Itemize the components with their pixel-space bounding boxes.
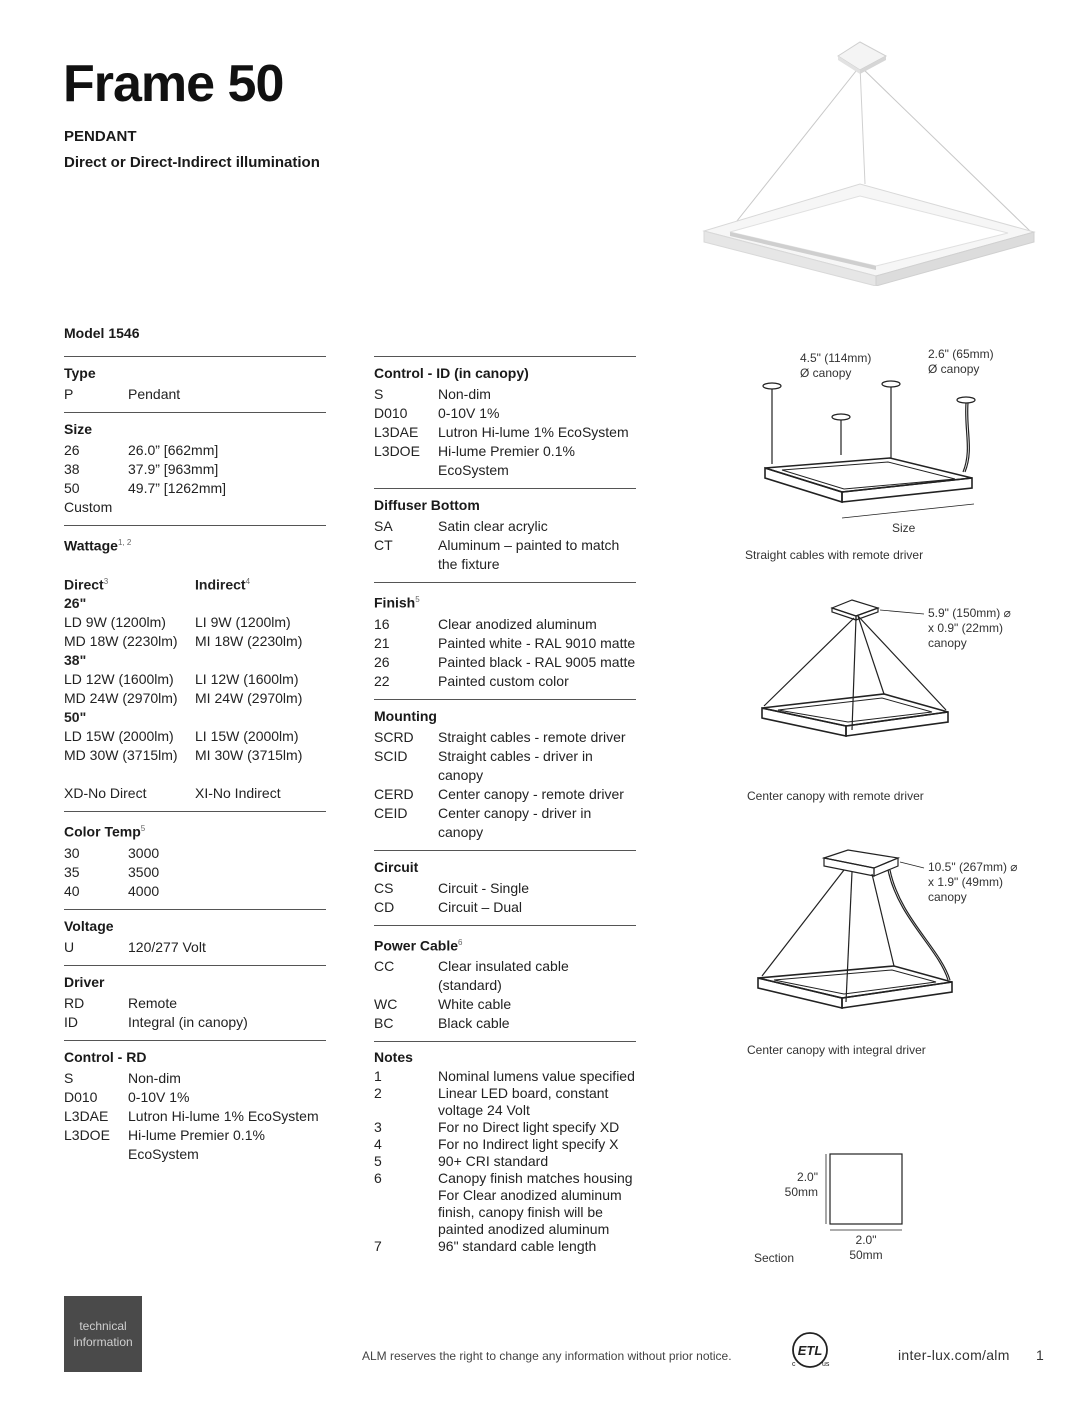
product-image	[690, 36, 1060, 286]
diagram-caption: Center canopy with remote driver	[747, 789, 924, 803]
etl-us-text: us	[822, 1361, 830, 1368]
option-row: P Pendant	[64, 386, 181, 402]
diagram-caption: Straight cables with remote driver	[745, 548, 924, 562]
product-type: PENDANT	[64, 128, 137, 145]
section-title: Type	[64, 365, 96, 381]
spec-column-left	[64, 356, 326, 1172]
spec-section-type	[64, 356, 326, 412]
diagram-straight-cables	[750, 380, 980, 530]
spec-section-power-cable	[374, 925, 636, 1042]
wattage-group-label: 26"	[64, 595, 87, 612]
section-title: Notes	[374, 1049, 413, 1066]
spec-section-control-id	[374, 356, 636, 488]
spec-section-size	[64, 412, 326, 525]
option-row: 21 Painted white - RAL 9010 matte	[374, 634, 636, 651]
spec-section-wattage	[64, 525, 326, 811]
footer-notice: ALM reserves the right to change any information without prior notice.	[362, 1349, 732, 1363]
option-row: D010 0-10V 1%	[64, 1088, 190, 1105]
dim-label: 10.5" (267mm) ⌀ x 1.9" (49mm) canopy	[928, 860, 1018, 904]
technical-information-tab: technical information	[64, 1296, 142, 1372]
wattage-row: LD 12W (1600lm) LI 12W (1600lm)	[64, 671, 299, 688]
option-row: S Non-dim	[64, 1069, 181, 1086]
option-row: RD Remote	[64, 994, 178, 1011]
diagram-center-canopy-integral	[748, 848, 958, 1018]
option-row: CEID Center canopy - driver in canopy	[374, 804, 592, 840]
option-row: WC White cable	[374, 996, 512, 1013]
option-row: 30 3000	[64, 844, 160, 861]
option-row: L3DOE Hi-lume Premier 0.1% EcoSystem	[374, 443, 575, 478]
dim-label: 4.5" (114mm) Ø canopy	[800, 351, 872, 380]
note-row: 6 Canopy finish matches housing For Clear anodized aluminum finish, canopy finish will be painted anodized aluminum	[374, 1170, 633, 1238]
option-row: D010 0-10V 1%	[374, 405, 500, 421]
wattage-row: MD 18W (2230lm) MI 18W (2230lm)	[64, 633, 303, 650]
dim-label: 5.9" (150mm) ⌀ x 0.9" (22mm) canopy	[928, 606, 1011, 650]
option-row: CERD Center canopy - remote driver	[374, 785, 624, 802]
spec-section-finish	[374, 582, 636, 699]
dim-label: 2.6" (65mm) Ø canopy	[928, 347, 994, 376]
option-row: SCRD Straight cables - remote driver	[374, 728, 626, 745]
wattage-row: MD 30W (3715lm) MI 30W (3715lm)	[64, 747, 303, 764]
option-row: BC Black cable	[374, 1015, 510, 1032]
section-label: Section	[754, 1251, 795, 1265]
section-title: Circuit	[374, 858, 419, 875]
option-row: 26 Painted black - RAL 9005 matte	[374, 653, 636, 670]
diagram-center-canopy-remote	[756, 598, 956, 748]
note-row: 5 90+ CRI standard	[374, 1153, 549, 1170]
section-title: Size	[64, 421, 93, 437]
option-row: Custom	[64, 499, 113, 515]
section-title: Voltage	[64, 917, 114, 934]
wattage-row: LD 15W (2000lm) LI 15W (2000lm)	[64, 728, 299, 745]
model-number: Model 1546	[64, 325, 140, 341]
spec-section-notes	[374, 1041, 636, 1263]
diagram-caption: Center canopy with integral driver	[747, 1043, 926, 1057]
section-title: Driver	[64, 973, 105, 990]
wattage-header: Direct$^3$ Indirect$^4$	[64, 576, 251, 593]
wattage-group-label: 50"	[64, 709, 87, 726]
spec-section-mounting	[374, 699, 636, 850]
etl-certification-icon	[786, 1330, 834, 1370]
option-row: 35 3500	[64, 863, 160, 880]
option-row: SCID Straight cables - driver in canopy	[374, 747, 593, 783]
size-label: Size	[892, 521, 916, 535]
option-row: L3DOE Hi-lume Premier 0.1% EcoSystem	[64, 1126, 265, 1162]
option-row: 26 26.0” [662mm]	[64, 442, 219, 458]
option-row: CD Circuit – Dual	[374, 898, 523, 915]
etl-c-text: c	[792, 1361, 796, 1368]
spec-section-color-temp	[64, 811, 326, 909]
option-row: S Non-dim	[374, 386, 491, 402]
spec-section-diffuser	[374, 488, 636, 582]
note-row: 1 Nominal lumens value specified	[374, 1068, 635, 1085]
section-width-label: 2.0" 50mm	[849, 1233, 883, 1262]
note-row: 2 Linear LED board, constant voltage 24 Volt	[374, 1085, 609, 1119]
option-row: CS Circuit - Single	[374, 879, 530, 896]
product-title: Frame 50	[63, 55, 284, 113]
spec-section-voltage	[64, 909, 326, 965]
section-title: Control - ID (in canopy)	[374, 365, 529, 381]
diagram-section	[820, 1150, 910, 1240]
option-row: 38 37.9” [963mm]	[64, 461, 219, 477]
section-title: Diffuser Bottom	[374, 497, 480, 513]
wattage-row: XD-No Direct XI-No Indirect	[64, 785, 281, 802]
section-title: Power Cable$^6$	[374, 937, 463, 954]
note-row: 4 For no Indirect light specify X	[374, 1136, 619, 1153]
option-row: 50 49.7” [1262mm]	[64, 480, 227, 496]
spec-section-control-rd	[64, 1040, 326, 1172]
wattage-row: MD 24W (2970lm) MI 24W (2970lm)	[64, 690, 303, 707]
section-title: Color Temp$^5$	[64, 823, 146, 840]
section-title: Control - RD	[64, 1048, 147, 1065]
option-row: CT Aluminum – painted to match the fixture	[374, 537, 620, 572]
website-link[interactable]: inter-lux.com/alm	[898, 1347, 1010, 1363]
product-illumination: Direct or Direct-Indirect illumination	[64, 154, 320, 171]
option-row: L3DAE Lutron Hi-lume 1% EcoSystem	[374, 424, 629, 440]
section-title: Wattage$^{1, 2}$	[64, 537, 132, 554]
option-row: L3DAE Lutron Hi-lume 1% EcoSystem	[64, 1107, 319, 1124]
option-row: U 120/277 Volt	[64, 938, 206, 955]
page-number: 1	[1036, 1347, 1044, 1363]
spec-column-middle	[374, 356, 636, 1263]
option-row: ID Integral (in canopy)	[64, 1013, 248, 1030]
option-row: 22 Painted custom color	[374, 672, 569, 689]
spec-section-driver	[64, 965, 326, 1040]
option-row: CC Clear insulated cable (standard)	[374, 958, 569, 994]
spec-section-circuit	[374, 850, 636, 925]
note-row: 3 For no Direct light specify XD	[374, 1119, 620, 1136]
note-row: 7 96" standard cable length	[374, 1238, 597, 1255]
section-height-label: 2.0" 50mm	[784, 1170, 818, 1199]
option-row: 40 4000	[64, 882, 160, 899]
wattage-group-label: 38"	[64, 652, 87, 669]
wattage-row: LD 9W (1200lm) LI 9W (1200lm)	[64, 614, 291, 631]
option-row: 16 Clear anodized aluminum	[374, 615, 597, 632]
section-title: Finish$^5$	[374, 594, 420, 611]
section-title: Mounting	[374, 707, 437, 724]
etl-mark-text: ETL	[797, 1343, 823, 1358]
option-row: SA Satin clear acrylic	[374, 518, 548, 534]
